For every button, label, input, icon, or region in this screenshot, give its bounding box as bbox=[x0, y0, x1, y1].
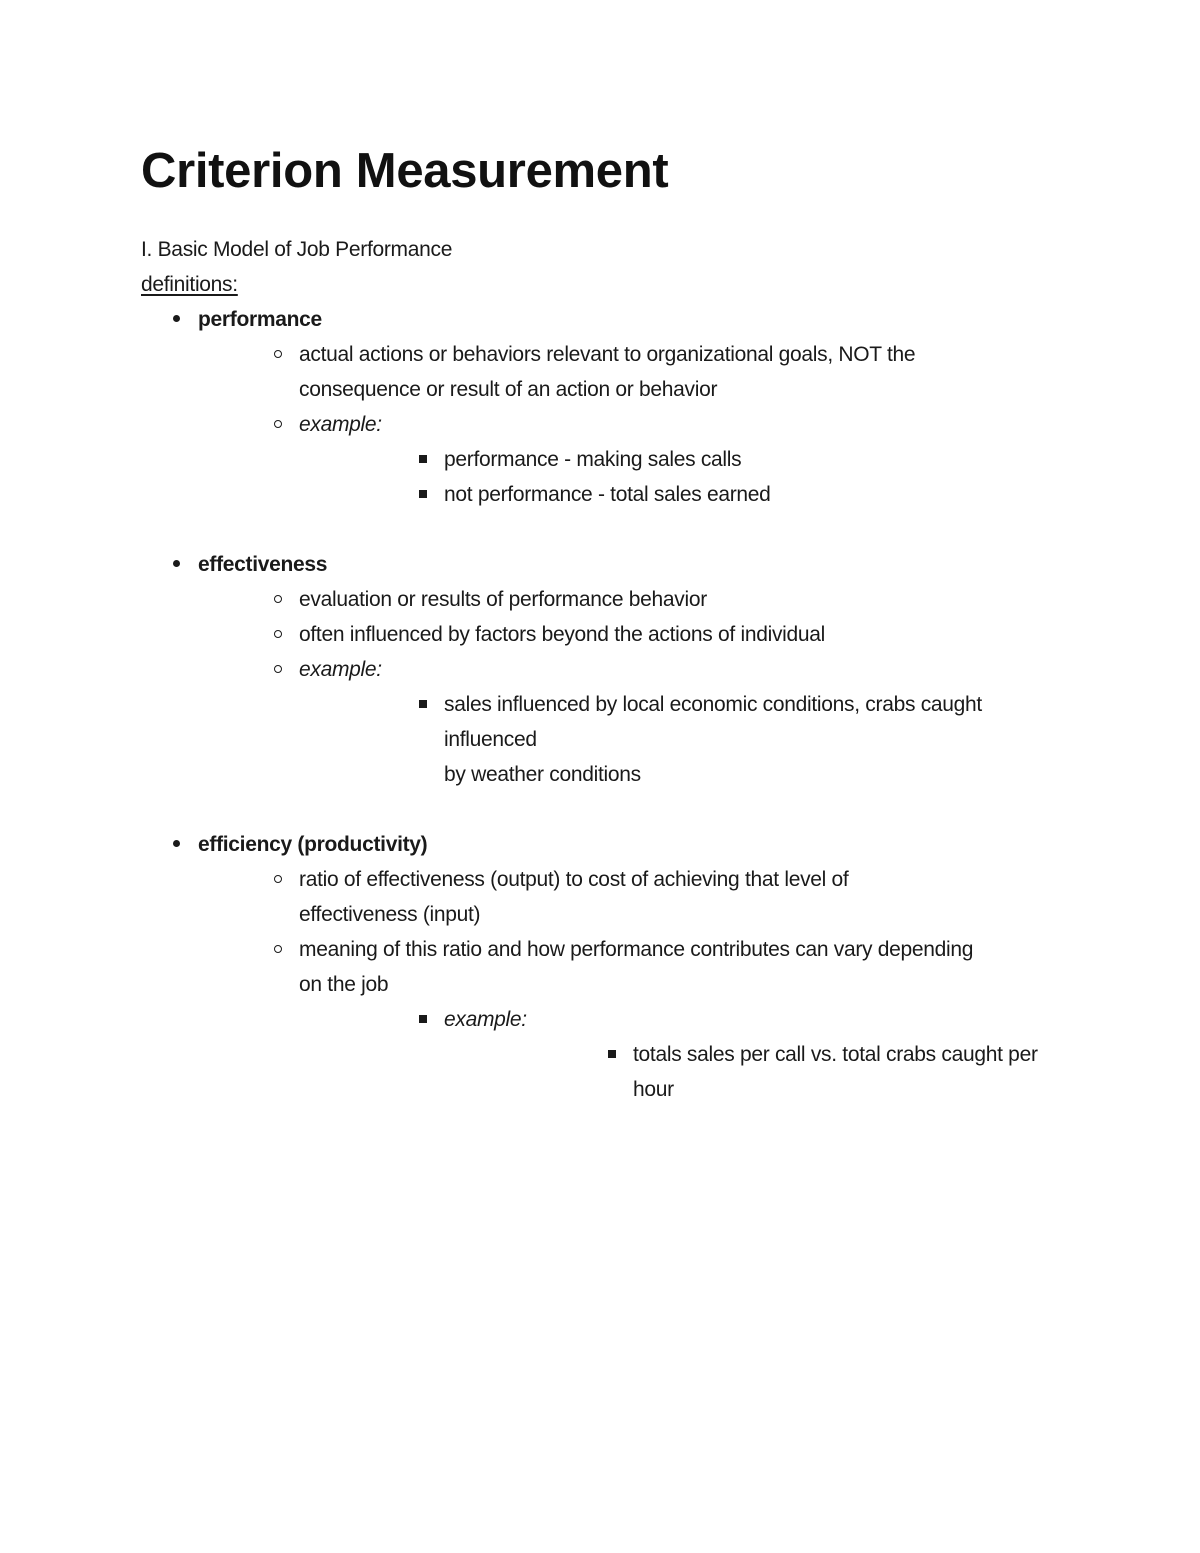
definitions-label: definitions: bbox=[141, 273, 238, 296]
term-label: effectiveness bbox=[198, 553, 328, 576]
example-label: example: bbox=[299, 413, 382, 436]
example-label: example: bbox=[299, 658, 382, 681]
list-item bbox=[299, 687, 1061, 792]
circle-bullet-icon bbox=[274, 595, 282, 603]
disc-bullet-icon bbox=[173, 560, 180, 567]
point-text-cont: effectiveness (input) bbox=[299, 903, 481, 926]
list-item bbox=[198, 617, 1061, 652]
list-item bbox=[198, 407, 1061, 512]
term-effectiveness bbox=[141, 547, 1061, 827]
sub-list bbox=[299, 442, 1061, 512]
page-title: Criterion Measurement bbox=[141, 144, 669, 198]
square-bullet-icon bbox=[419, 700, 427, 708]
list-item bbox=[444, 1037, 1061, 1107]
example-text: performance - making sales calls bbox=[444, 448, 742, 471]
list-item bbox=[198, 862, 1061, 932]
example-label: example: bbox=[444, 1008, 527, 1031]
circle-bullet-icon bbox=[274, 350, 282, 358]
sub-list bbox=[198, 582, 1061, 792]
disc-bullet-icon bbox=[173, 315, 180, 322]
term-label: performance bbox=[198, 308, 322, 331]
sub-list bbox=[299, 1002, 1061, 1107]
list-item bbox=[299, 477, 1061, 512]
example-text: not performance - total sales earned bbox=[444, 483, 771, 506]
list-item bbox=[198, 337, 1061, 407]
document-page bbox=[141, 140, 1061, 1107]
example-text: totals sales per call vs. total crabs caught per hour bbox=[633, 1043, 1038, 1101]
square-bullet-icon bbox=[419, 1015, 427, 1023]
square-bullet-icon bbox=[419, 455, 427, 463]
definition-text: actual actions or behaviors relevant to organizational goals, NOT the bbox=[299, 343, 916, 366]
term-efficiency bbox=[141, 827, 1061, 1107]
example-text-cont: by weather conditions bbox=[444, 763, 641, 786]
point-text: evaluation or results of performance behavior bbox=[299, 588, 707, 611]
circle-bullet-icon bbox=[274, 665, 282, 673]
point-text: often influenced by factors beyond the actions of individual bbox=[299, 623, 826, 646]
list-item bbox=[299, 442, 1061, 477]
circle-bullet-icon bbox=[274, 630, 282, 638]
circle-bullet-icon bbox=[274, 420, 282, 428]
example-text: sales influenced by local economic conditions, crabs caught influenced bbox=[444, 693, 982, 751]
spacer bbox=[198, 512, 1061, 547]
list-item bbox=[198, 932, 1061, 1107]
term-label: efficiency (productivity) bbox=[198, 833, 428, 856]
sub-list bbox=[198, 862, 1061, 1107]
term-performance bbox=[141, 302, 1061, 547]
point-text: meaning of this ratio and how performance contributes can vary depending bbox=[299, 938, 974, 961]
point-text: ratio of effectiveness (output) to cost of achieving that level of bbox=[299, 868, 849, 891]
list-item bbox=[198, 652, 1061, 792]
definition-text-cont: consequence or result of an action or behavior bbox=[299, 378, 718, 401]
list-item bbox=[299, 1002, 1061, 1107]
circle-bullet-icon bbox=[274, 875, 282, 883]
sub-list bbox=[299, 687, 1061, 792]
spacer bbox=[198, 792, 1061, 827]
circle-bullet-icon bbox=[274, 945, 282, 953]
square-bullet-icon bbox=[608, 1050, 616, 1058]
sub-list bbox=[198, 337, 1061, 512]
definitions-list bbox=[141, 302, 1061, 1107]
list-item bbox=[198, 582, 1061, 617]
section-heading: I. Basic Model of Job Performance bbox=[141, 238, 453, 261]
disc-bullet-icon bbox=[173, 840, 180, 847]
sub-list bbox=[444, 1037, 1061, 1107]
point-text-cont: on the job bbox=[299, 973, 389, 996]
square-bullet-icon bbox=[419, 490, 427, 498]
